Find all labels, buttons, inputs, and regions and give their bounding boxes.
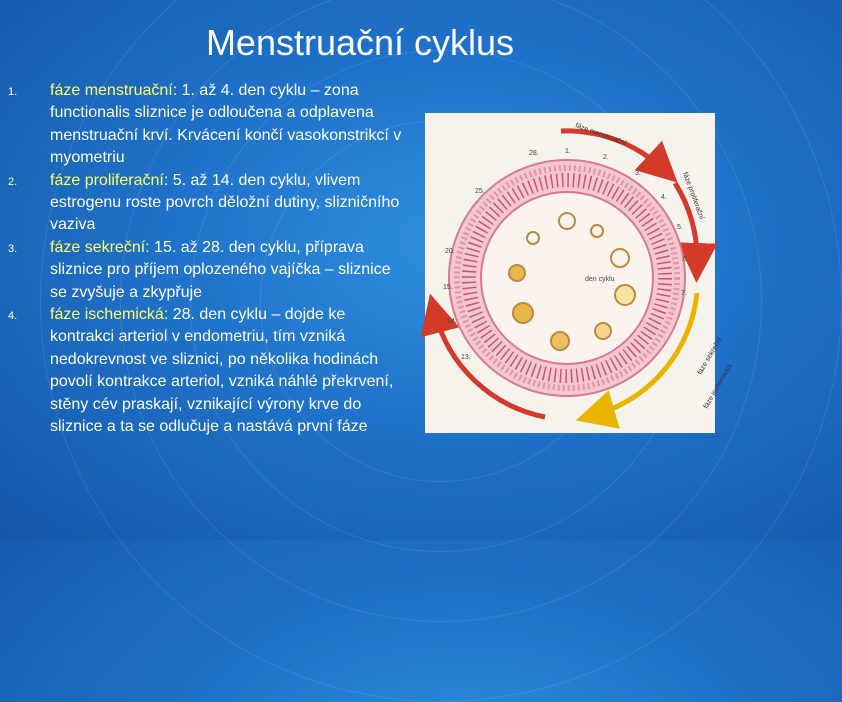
day-label: 14. xyxy=(447,318,457,325)
phase-term: fáze menstruační: xyxy=(50,82,182,99)
menstrual-cycle-diagram xyxy=(425,113,734,433)
center-label: den cyklu xyxy=(585,276,615,283)
cycle-diagram-svg xyxy=(425,113,734,433)
corpus-luteum xyxy=(513,303,533,323)
phase-description: 5. až 14. den cyklu, vlivem estrogenu roste povrch děložní dutiny, slizničního vaziva xyxy=(50,171,400,234)
day-label: 13. xyxy=(461,354,471,361)
phase-term: fáze sekreční: xyxy=(50,238,155,256)
corpus-luteum xyxy=(509,265,525,281)
day-label: 28. xyxy=(529,150,539,157)
phase-description: 28. den cyklu – dojde ke kontrakci arteriol v endometriu, tím vzniká nedokrevnost ve sliznici, po několika hodinách povolí kontrakce arteriol, vzniká náhlé překrvení, stěny cév praskají, vznikající výrony krve do sliznice a ta se odlučuje a nastává první fáze xyxy=(50,306,394,436)
slide-title: Menstruační cyklus xyxy=(205,22,515,63)
day-label: 2. xyxy=(603,154,609,161)
item-number: 1. xyxy=(8,86,18,98)
day-label: 4. xyxy=(661,194,667,201)
day-label: 3. xyxy=(635,170,641,177)
follicle xyxy=(595,323,611,339)
phase-item-proliferative xyxy=(0,170,410,237)
corpus-luteum xyxy=(551,332,569,350)
day-label: 5. xyxy=(677,224,683,231)
day-label: 1. xyxy=(565,148,571,155)
phase-term: fáze ischemická: xyxy=(50,306,173,324)
phase-term: fáze proliferační: xyxy=(50,171,173,189)
item-number: 3. xyxy=(8,242,18,255)
day-label: 7. xyxy=(681,290,687,297)
day-label: 6. xyxy=(683,256,689,263)
phase-item-secretory xyxy=(0,237,410,304)
item-number: 2. xyxy=(8,175,18,188)
phase-description: 1. až 4. den cyklu – zona functionalis sliznice je odloučena a odplavena menstruační krví. Krvácení končí vasokonstrikcí v myometriu xyxy=(50,82,402,167)
phase-item-menstrual xyxy=(0,80,410,170)
item-number: 4. xyxy=(8,310,18,323)
phase-label-secretory: fáze sekreční xyxy=(696,336,724,376)
phase-description: 15. až 28. den cyklu, příprava sliznice pro příjem oplozeného vajíčka – sliznice se zvyšuje a zkypřuje xyxy=(50,238,391,301)
phase-list xyxy=(0,80,410,439)
follicle xyxy=(615,285,635,305)
phase-item-ischemic xyxy=(0,304,410,438)
day-label: 25. xyxy=(475,188,485,195)
phase-label-menstrual: fáze menstruační xyxy=(574,122,628,148)
day-label: 15. xyxy=(443,284,453,291)
phase-label-ischemic: fáze ischemická xyxy=(702,363,734,410)
phase-label-proliferative: fáze proliferační xyxy=(681,171,705,221)
day-label: 20. xyxy=(445,248,455,255)
